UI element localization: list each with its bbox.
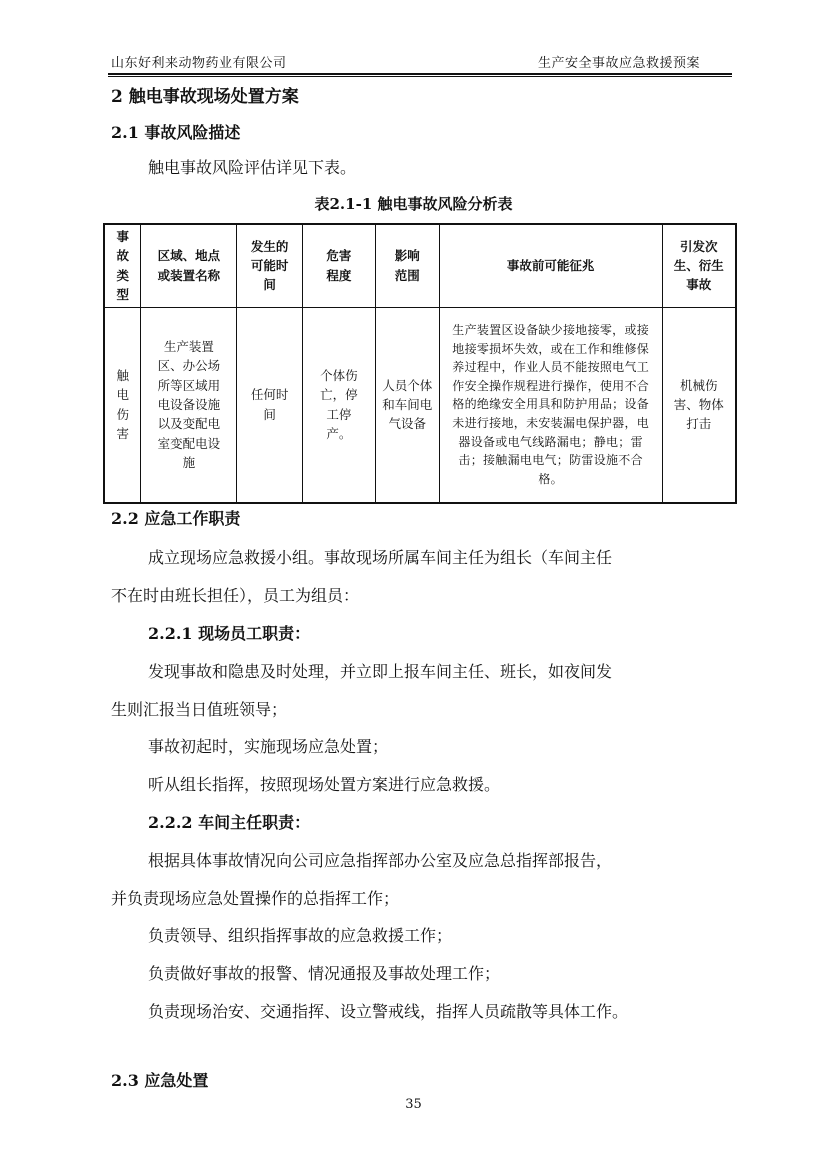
paragraph-line: 根据具体事故情况向公司应急指挥部办公室及应急总指挥部报告，: [148, 851, 613, 870]
cell-impact-scope: 人员个体和车间电气设备: [375, 307, 439, 503]
header-doc-title: 生产安全事故应急救援预案: [538, 56, 701, 71]
cell-secondary-accident: 机械伤害、物体打击: [662, 307, 736, 503]
header-area: 区域、地点或装置名称: [141, 224, 237, 307]
header-rule-thin: [108, 76, 732, 77]
paragraph-line: 负责领导、组织指挥事故的应急救援工作；: [148, 926, 453, 945]
paragraph-line: 成立现场应急救援小组。事故现场所属车间主任为组长（车间主任: [148, 548, 613, 567]
header-company: 山东好利来动物药业有限公司: [111, 56, 287, 71]
paragraph-line: 听从组长指挥，按照现场处置方案进行应急救援。: [148, 775, 501, 794]
cell-possible-time: 任何时间: [237, 307, 303, 503]
subsection-2-2-title: 2.2 应急工作职责: [111, 509, 241, 528]
paragraph-line: 不在时由班长担任），员工为组员：: [111, 586, 360, 605]
table-row: [104, 307, 736, 503]
subsection-2-2-2-title: 2.2.2 车间主任职责：: [148, 813, 311, 832]
cell-warning-signs: 生产装置区设备缺少接地接零，或接地接零损坏失效，或在工作和维修保养过程中，作业人员不能按照电气工作安全操作规程进行操作，使用不合格的绝缘安全用具和防护用品；设备未进行接地，未安装漏电保护器，电器设备或电气线路漏电；静电；雷击；接触漏电电气；防雷设施不合格。: [439, 307, 662, 503]
paragraph-line: 生则汇报当日值班领导；: [111, 700, 288, 719]
paragraph-line: 负责做好事故的报警、情况通报及事故处理工作；: [148, 964, 501, 983]
subsection-2-3-title: 2.3 应急处置: [111, 1071, 209, 1090]
cell-area: 生产装置区、办公场所等区域用电设备设施以及变配电室变配电设施: [141, 307, 237, 503]
header-impact-scope: 影响范围: [375, 224, 439, 307]
paragraph-line: 负责现场治安、交通指挥、设立警戒线，指挥人员疏散等具体工作。: [148, 1002, 629, 1021]
header-possible-time: 发生的可能时间: [237, 224, 303, 307]
header-secondary-accident: 引发次生、衍生事故: [662, 224, 736, 307]
paragraph-line: 事故初起时，实施现场应急处置；: [148, 737, 389, 756]
paragraph-line: 发现事故和隐患及时处理，并立即上报车间主任、班长，如夜间发: [148, 662, 613, 681]
subsection-2-1-title: 2.1 事故风险描述: [111, 123, 241, 142]
page-number: 35: [405, 1097, 422, 1112]
header-rule: [108, 73, 732, 75]
table-header-row: [104, 224, 736, 307]
paragraph-line: 并负责现场应急处置操作的总指挥工作；: [111, 889, 400, 908]
header-harm-degree: 危害程度: [303, 224, 376, 307]
cell-harm-degree: 个体伤亡，停工停产。: [303, 307, 376, 503]
header-warning-signs: 事故前可能征兆: [439, 224, 662, 307]
subsection-2-1-text: 触电事故风险评估详见下表。: [148, 158, 357, 177]
section-title: 2 触电事故现场处置方案: [111, 87, 299, 107]
header-accident-type: 事故类型: [104, 224, 141, 307]
subsection-2-2-1-title: 2.2.1 现场员工职责：: [148, 624, 311, 643]
risk-analysis-table: [103, 223, 737, 504]
cell-accident-type: 触电伤害: [104, 307, 141, 503]
table-caption: 表2.1-1 触电事故风险分析表: [314, 195, 513, 213]
